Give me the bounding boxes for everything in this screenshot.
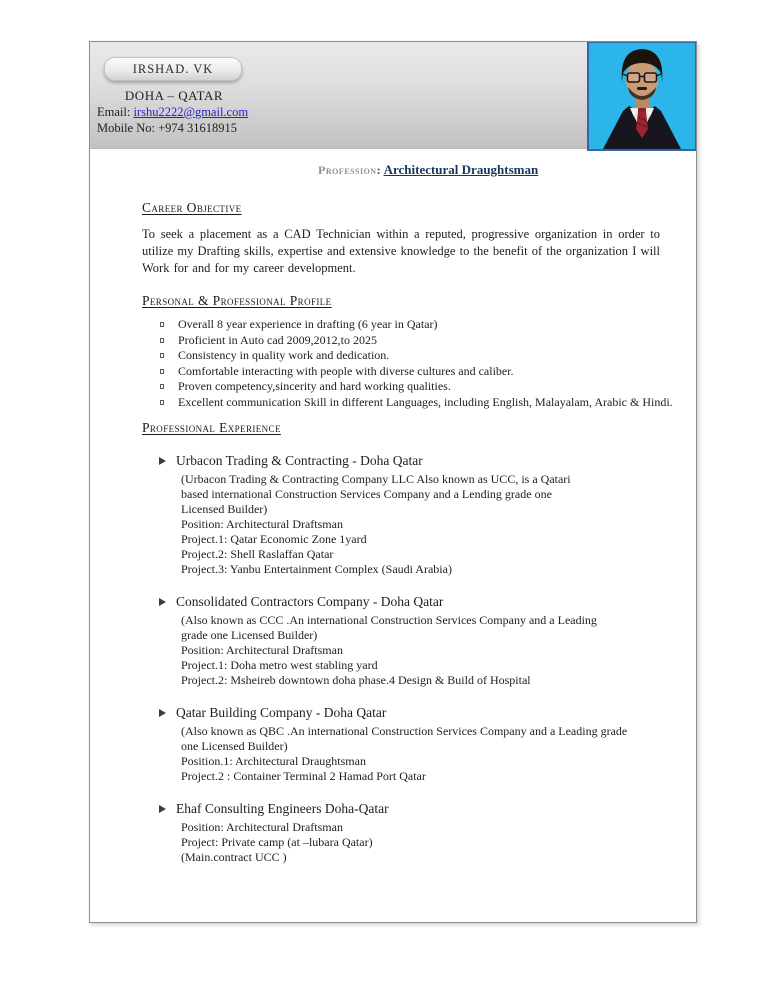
experience-company: Qatar Building Company - Doha Qatar: [176, 705, 387, 720]
profile-bullet-text: Proven competency,sincerity and hard working qualities.: [178, 379, 451, 393]
square-bullet-icon: [160, 338, 164, 343]
experience-company: Ehaf Consulting Engineers Doha-Qatar: [176, 801, 389, 816]
resume-body: [90, 162, 696, 865]
experience-detail-line: (Urbacon Trading & Contracting Company LLC Also known as UCC, is a Qatari: [181, 472, 571, 486]
profile-bullet: [142, 317, 660, 333]
experience-detail-line: grade one Licensed Builder): [181, 628, 318, 642]
profession-link[interactable]: Architectural Draughtsman: [383, 162, 539, 177]
experience-company: Consolidated Contractors Company - Doha Qatar: [176, 594, 444, 609]
objective-line: Work for and for my career development.: [142, 261, 356, 275]
profile-bullet-text: Overall 8 year experience in drafting (6 year in Qatar): [178, 317, 438, 331]
arrow-bullet-icon: [159, 709, 166, 717]
experience-detail-line: Project.2: Shell Raslaffan Qatar: [181, 547, 334, 561]
experience-details: [181, 613, 660, 688]
email-link[interactable]: irshu2222@gmail.com: [133, 105, 249, 119]
experience-detail-line: Project.2 : Container Terminal 2 Hamad Port Qatar: [181, 769, 426, 783]
experience-company-row: [142, 704, 660, 721]
profile-bullet-text: Excellent communication Skill in different Languages, including English, Malayalam, Arabic & Hindi.: [178, 394, 673, 409]
experience-item: [142, 593, 660, 688]
location-text: DOHA – QATAR: [124, 88, 224, 103]
profession-label: Profession: [318, 163, 377, 177]
experience-detail-line: one Licensed Builder): [181, 739, 288, 753]
experience-detail-line: Project: Private camp (at –lubara Qatar): [181, 835, 373, 849]
experience-item: [142, 452, 660, 577]
experience-detail-line: Position: Architectural Draftsman: [181, 643, 343, 657]
profile-heading: Personal & Professional Profile: [142, 293, 332, 308]
experience-details: [181, 820, 660, 865]
experience-detail-line: Project.1: Doha metro west stabling yard: [181, 658, 378, 672]
objective-paragraph: [142, 226, 660, 277]
experience-heading: Professional Experience: [142, 420, 281, 435]
experience-detail-line: (Also known as QBC .An international Construction Services Company and a Leading grade: [181, 724, 628, 738]
email-label: Email:: [97, 105, 131, 119]
experience-detail-line: Position: Architectural Draftsman: [181, 820, 343, 834]
experience-detail-line: (Also known as CCC .An international Construction Services Company and a Leading: [181, 613, 597, 627]
career-objective-heading: Career Objective: [142, 200, 242, 215]
portrait-photo: [587, 41, 697, 151]
experience-company-row: [142, 452, 660, 469]
profile-bullet-text: Comfortable interacting with people with diverse cultures and caliber.: [178, 363, 514, 378]
resume-page: [89, 41, 697, 923]
square-bullet-icon: [160, 400, 164, 405]
experience-detail-line: Position: Architectural Draftsman: [181, 517, 343, 531]
experience-detail-line: Project.2: Msheireb downtown doha phase.4 Design & Build of Hospital: [181, 673, 531, 687]
profile-bullet-list: [142, 317, 673, 410]
experience-list: [142, 452, 660, 865]
square-bullet-icon: [160, 353, 164, 358]
profile-bullet: [142, 348, 660, 364]
objective-line: utilize my Drafting skills, expertise and extensive knowledge to the benefit of the organization I will: [142, 244, 660, 258]
name-plate: [104, 57, 242, 81]
profile-bullet: [142, 379, 660, 395]
arrow-bullet-icon: [159, 457, 166, 465]
experience-detail-line: based international Construction Services Company and a Lending grade one: [181, 487, 552, 501]
experience-detail-line: Project.3: Yanbu Entertainment Complex (Saudi Arabia): [181, 562, 452, 576]
profile-bullet: [142, 394, 673, 411]
mobile-row: [97, 121, 237, 136]
square-bullet-icon: [160, 322, 164, 327]
objective-line: To seek a placement as a CAD Technician within a reputed, progressive organization in order to: [142, 227, 660, 241]
mobile-number: +974 31618915: [158, 121, 238, 135]
experience-item: [142, 704, 660, 784]
experience-detail-line: Project.1: Qatar Economic Zone 1yard: [181, 532, 367, 546]
arrow-bullet-icon: [159, 598, 166, 606]
portrait-photo-image: [589, 43, 695, 149]
arrow-bullet-icon: [159, 805, 166, 813]
profile-bullet-text: Proficient in Auto cad 2009,2012,to 2025: [178, 332, 377, 347]
profile-bullet: [142, 333, 660, 349]
experience-company-row: [142, 593, 660, 610]
experience-details: [181, 724, 660, 784]
experience-detail-line: (Main.contract UCC ): [181, 850, 287, 864]
square-bullet-icon: [160, 384, 164, 389]
profession-colon: :: [376, 163, 381, 177]
mobile-label: Mobile No:: [97, 121, 155, 135]
candidate-name: IRSHAD. VK: [132, 62, 214, 76]
experience-detail-line: Position.1: Architectural Draughtsman: [181, 754, 366, 768]
experience-item: [142, 800, 660, 865]
experience-company-row: [142, 800, 660, 817]
experience-details: [181, 472, 660, 577]
experience-detail-line: Licensed Builder): [181, 502, 268, 516]
experience-company: Urbacon Trading & Contracting - Doha Qatar: [176, 453, 423, 468]
profession-row: [318, 162, 660, 178]
profile-bullet: [142, 364, 660, 380]
email-row: [97, 105, 248, 120]
profile-bullet-text: Consistency in quality work and dedication.: [178, 348, 390, 362]
square-bullet-icon: [160, 369, 164, 374]
